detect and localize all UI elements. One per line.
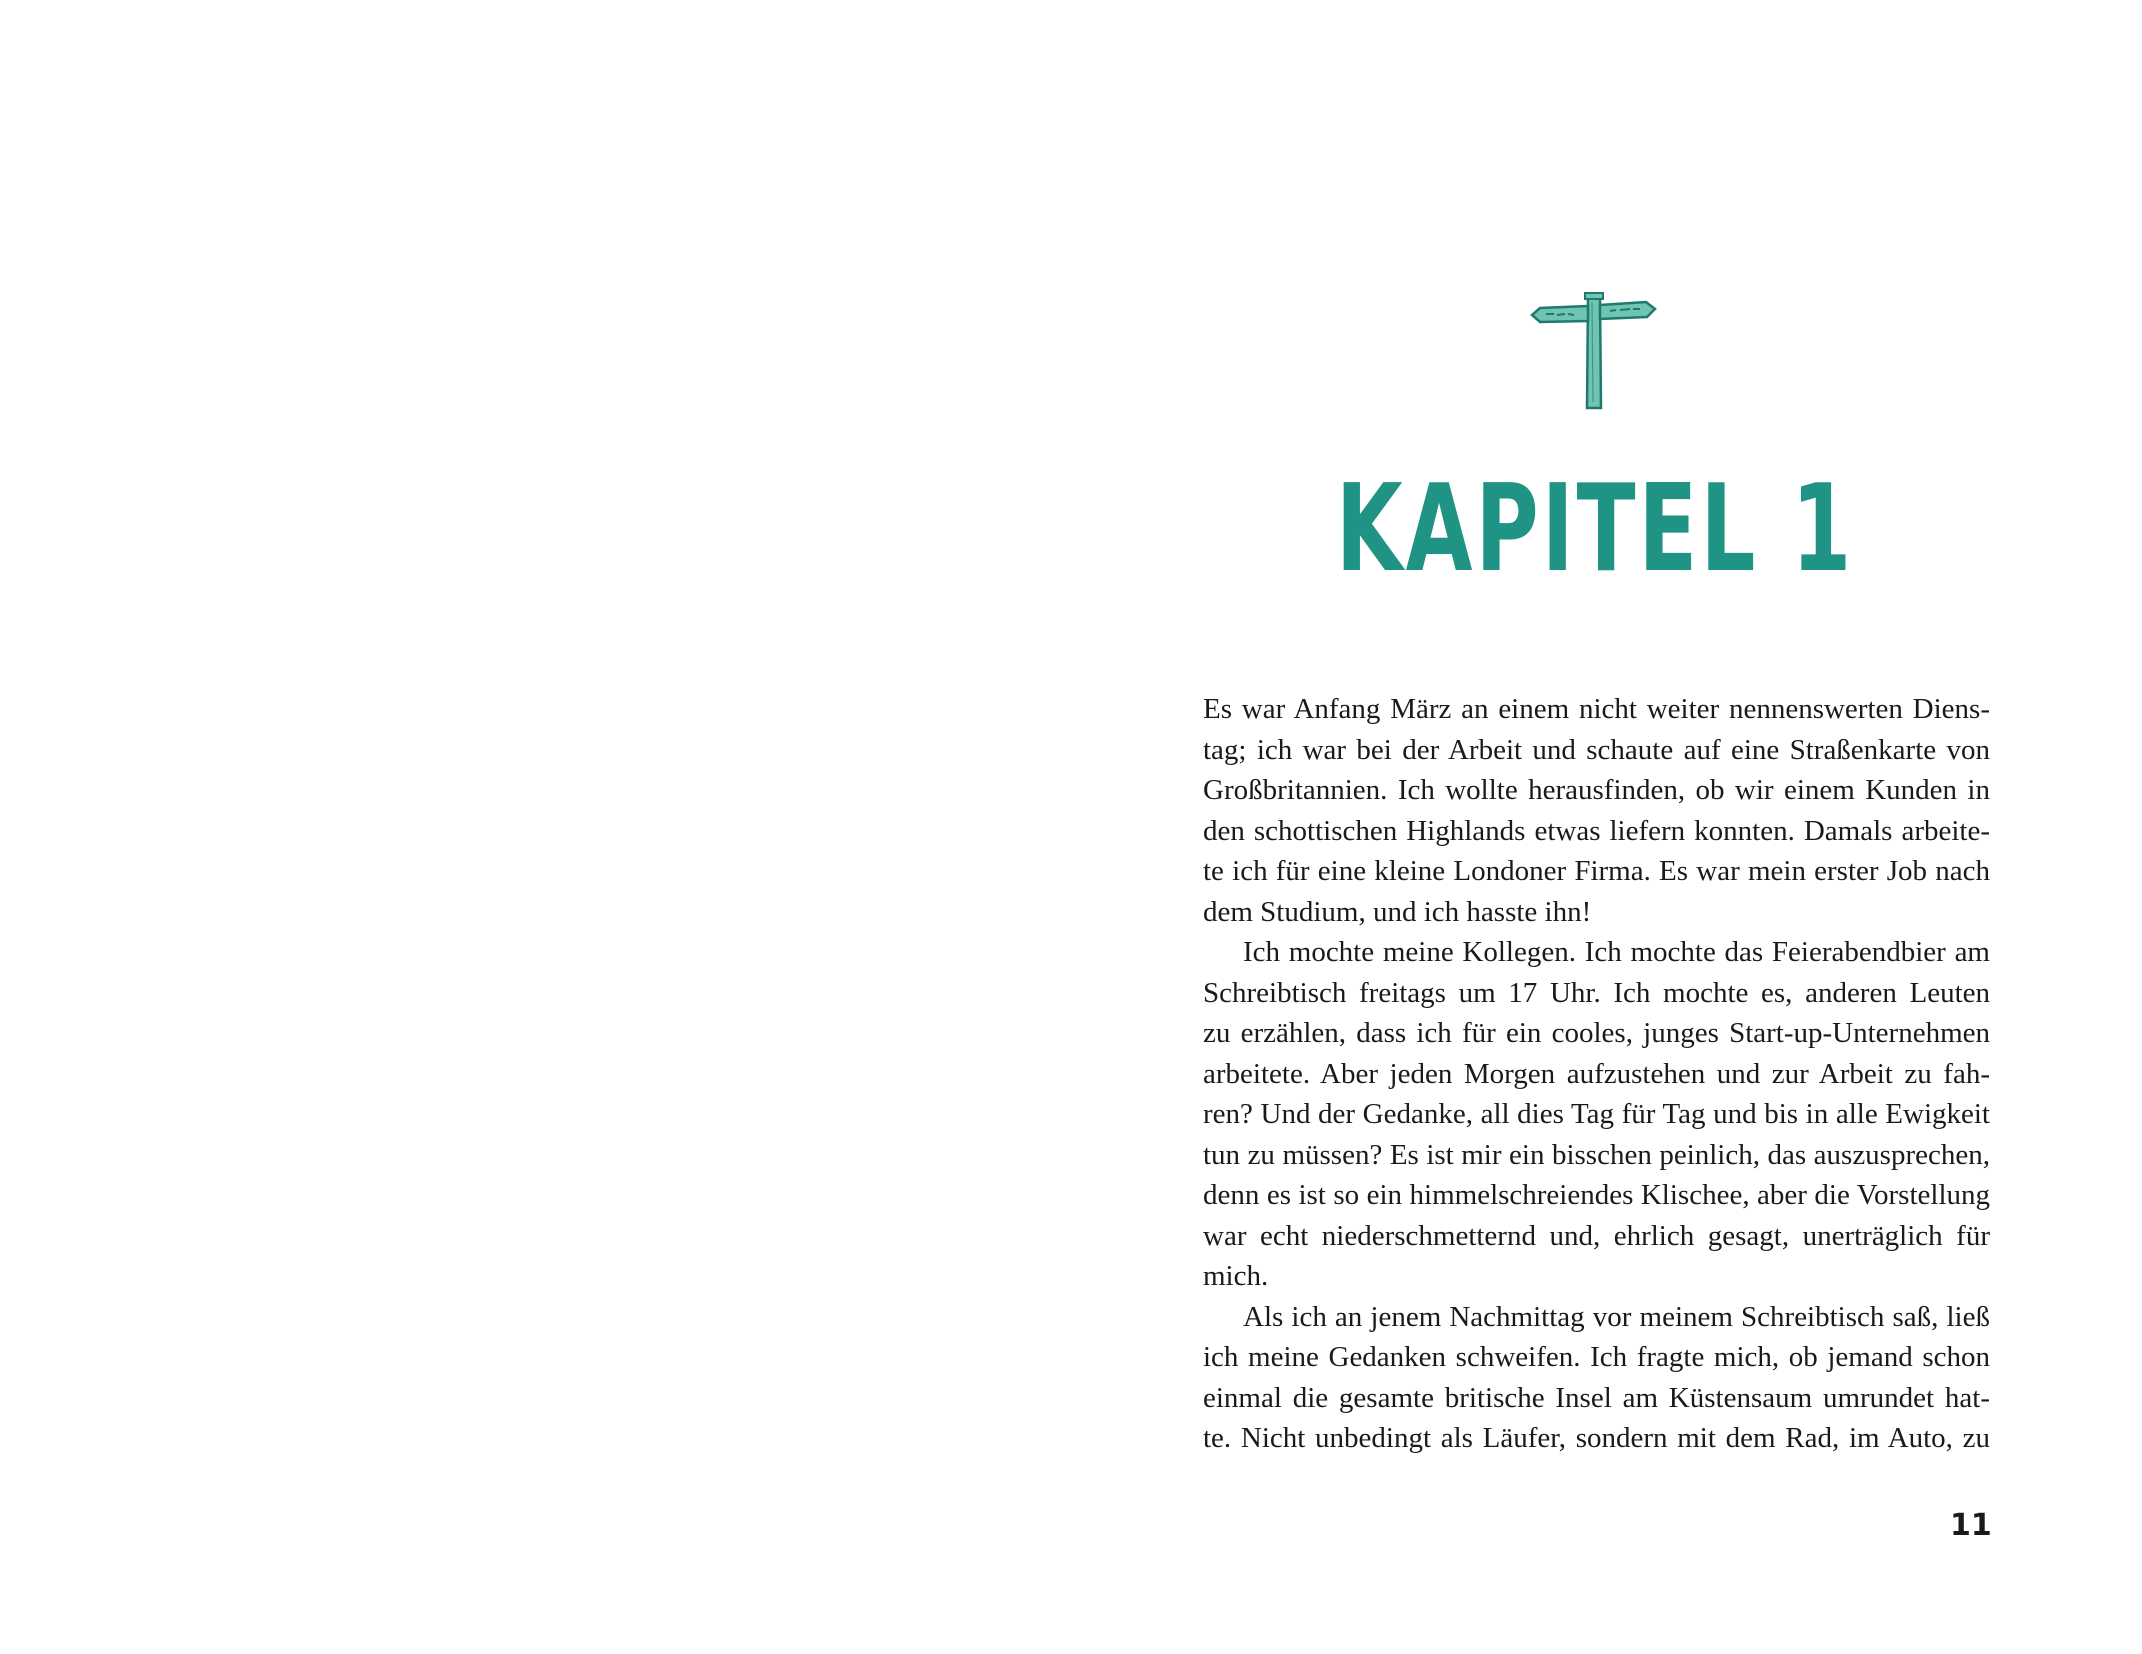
- text-line: mich.: [1203, 1260, 1269, 1292]
- text-line: war echt niederschmetternd und, ehrlich gesagt, unerträglich für: [1203, 1219, 1990, 1252]
- text-line: zu erzählen, dass ich für ein cooles, junges Start-up-Unternehmen: [1203, 1017, 1990, 1049]
- text-line: tun zu müssen? Es ist mir ein bisschen peinlich, das auszusprechen,: [1203, 1138, 1990, 1171]
- text-line: Es war Anfang März an einem nicht weiter nennenswerten Diens-: [1203, 693, 1990, 725]
- text-line: den schottischen Highlands etwas liefern konnten. Damals arbeite-: [1203, 814, 1990, 847]
- text-line: arbeitete. Aber jeden Morgen aufzustehen und zur Arbeit zu fah-: [1203, 1057, 1990, 1090]
- text-line: te ich für eine kleine Londoner Firma. Es war mein erster Job nach: [1203, 855, 1990, 887]
- text-line: te. Nicht unbedingt als Läufer, sondern mit dem Rad, im Auto, zu: [1203, 1422, 1990, 1454]
- text-line: denn es ist so ein himmelschreiendes Klischee, aber die Vorstellung: [1203, 1179, 1990, 1211]
- text-line: Großbritannien. Ich wollte herausfinden, ob wir einem Kunden in: [1203, 774, 1990, 806]
- text-line: tag; ich war bei der Arbeit und schaute auf eine Straßenkarte von: [1203, 733, 1990, 766]
- text-line: Schreibtisch freitags um 17 Uhr. Ich mochte es, anderen Leuten: [1203, 976, 1990, 1009]
- text-line: Als ich an jenem Nachmittag vor meinem Schreibtisch saß, ließ: [1243, 1300, 1990, 1333]
- text-line: Ich mochte meine Kollegen. Ich mochte das Feierabendbier am: [1243, 936, 1990, 968]
- body-text: [1203, 689, 1990, 1459]
- text-line: ich meine Gedanken schweifen. Ich fragte mich, ob jemand schon: [1203, 1341, 1990, 1373]
- text-line: dem Studium, und ich hasste ihn!: [1203, 895, 1592, 928]
- chapter-title: KAPITEL 1: [1335, 460, 1855, 599]
- text-line: ren? Und der Gedanke, all dies Tag für Tag und bis in alle Ewigkeit: [1203, 1098, 1990, 1130]
- signpost-icon: [1530, 290, 1658, 412]
- page-number: 11: [1950, 1508, 1992, 1543]
- text-line: einmal die gesamte britische Insel am Küstensaum umrundet hat-: [1203, 1381, 1990, 1414]
